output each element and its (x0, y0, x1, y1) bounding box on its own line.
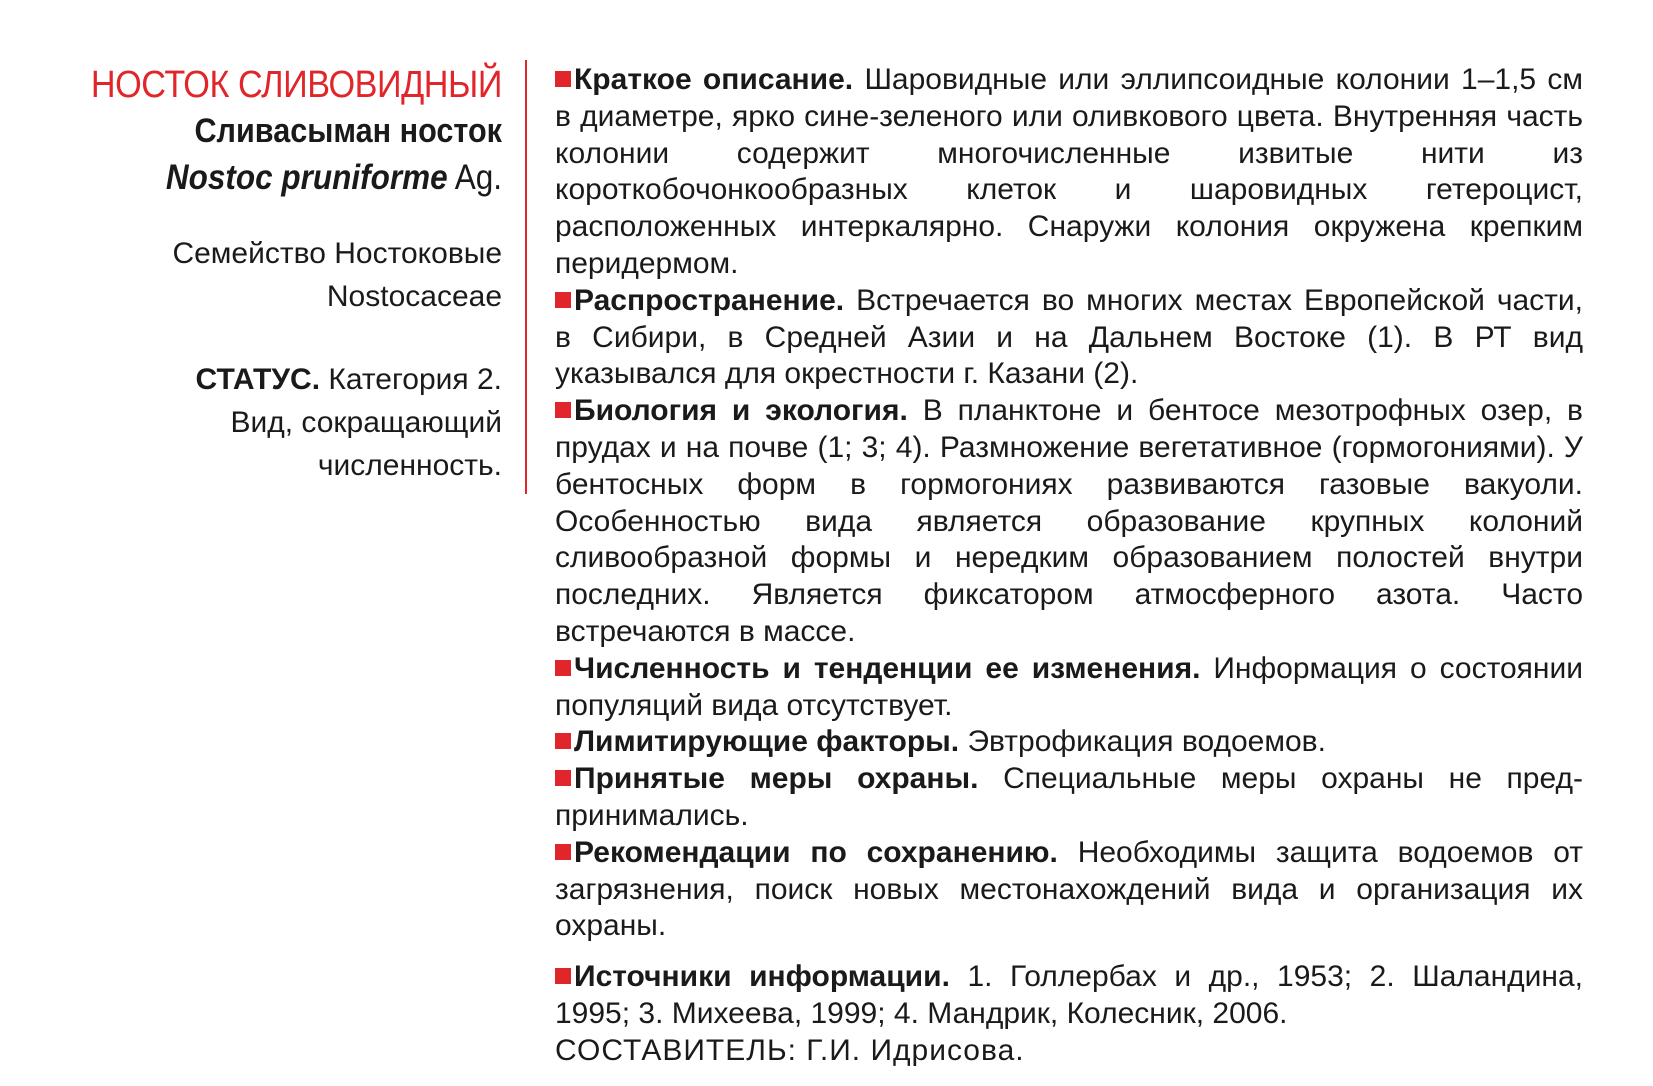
status-block (40, 358, 502, 487)
section-distribution (555, 283, 1583, 393)
section-text: Информация о состоянии популяций вида отсутствует. (555, 651, 1584, 722)
species-name-russian: НОСТОК СЛИВОВИДНЫЙ (90, 64, 503, 106)
section-text: Эвтрофикация водоемов. (967, 725, 1326, 759)
section-text: Шаровидные или эллипсоидные колонии 1–1,5 см в диаметре, ярко сине-зеленого или оливкового цвета. Внутренняя часть колонии содержит многочисленные извитые нити из короткобочонкообразных клеток и шаровидных гетероцист, расположенных интеркалярно. Снаружи колония окружена крепким перидермом. (555, 63, 1583, 280)
species-name-tatar: Сливасыман носток (194, 112, 502, 150)
compiler-credit: СОСТАВИТЕЛЬ: Г.И. Идрисова. (555, 1033, 1025, 1067)
section-description (555, 62, 1583, 283)
family-latin: Nostocaceae (326, 280, 502, 313)
red-square-bullet-icon (555, 660, 571, 676)
family-block (40, 232, 502, 318)
section-heading: Краткое описание. (574, 63, 854, 96)
red-square-bullet-icon (555, 71, 571, 87)
section-heading: Принятые меры охраны. (574, 762, 979, 796)
latin-binomial: Nostoc pruniforme (165, 158, 448, 197)
section-heading: Численность и тенденции ее изменения. (574, 651, 1201, 685)
section-biology (555, 393, 1583, 651)
section-recommendations (555, 835, 1583, 945)
section-text: 1. Голлербах и др., 1953; 2. Шаландина, 1995; 3. Михеева, 1999; 4. Мандрик, Колесник, 2006. (555, 960, 1583, 1030)
species-name-latin (86, 154, 502, 202)
section-sources (555, 959, 1583, 1033)
species-header (40, 62, 502, 487)
article-body (555, 62, 1583, 1070)
section-text: Встречается во многих местах Европейской части, в Сибири, в Средней Азии и на Дальнем Востоке (1). В РТ вид указывался для окрестности г. Казани (2). (555, 283, 1583, 391)
status-line-1 (40, 358, 502, 401)
red-square-bullet-icon (555, 844, 571, 860)
red-square-bullet-icon (555, 733, 571, 749)
family-russian: Семейство Ностоковые (172, 237, 502, 270)
section-heading: Распространение. (574, 283, 845, 317)
section-population (555, 651, 1583, 725)
latin-author: Ag. (454, 158, 502, 197)
section-text: В планктоне и бентосе мезотрофных озер, в прудах и на почве (1; 3; 4). Размножение вегетативное (гормогониями). У бентосных форм в гормогониях развиваются газовые вакуоли. Особенностью вида является образование крупных колоний сливообразной формы и нередким образованием полостей внутри последних. Является фиксатором атмосферного азота. Часто встречаются в массе. (555, 394, 1583, 648)
section-heading: Рекомендации по сохранению. (574, 835, 1058, 869)
status-line-3: численность. (317, 449, 502, 482)
section-heading: Источники информации. (574, 960, 950, 994)
status-line-2: Вид, сокращающий (230, 406, 502, 439)
status-category: Категория 2. (328, 363, 502, 396)
section-text: Необходимы защита водоемов от загрязнения, поиск новых местонахождений вида и организация их охраны. (555, 835, 1583, 943)
section-text: Специальные меры охраны не предпринимались. (555, 762, 1583, 832)
vertical-divider (525, 60, 527, 494)
section-heading: Лимитирующие факторы. (574, 725, 960, 759)
section-heading: Биология и экология. (574, 394, 908, 428)
red-square-bullet-icon (555, 292, 571, 308)
section-limiting-factors (555, 724, 1583, 761)
red-square-bullet-icon (555, 770, 571, 786)
red-square-bullet-icon (555, 968, 571, 984)
status-label: СТАТУС. (195, 363, 321, 396)
red-square-bullet-icon (555, 402, 571, 418)
section-measures (555, 761, 1583, 835)
